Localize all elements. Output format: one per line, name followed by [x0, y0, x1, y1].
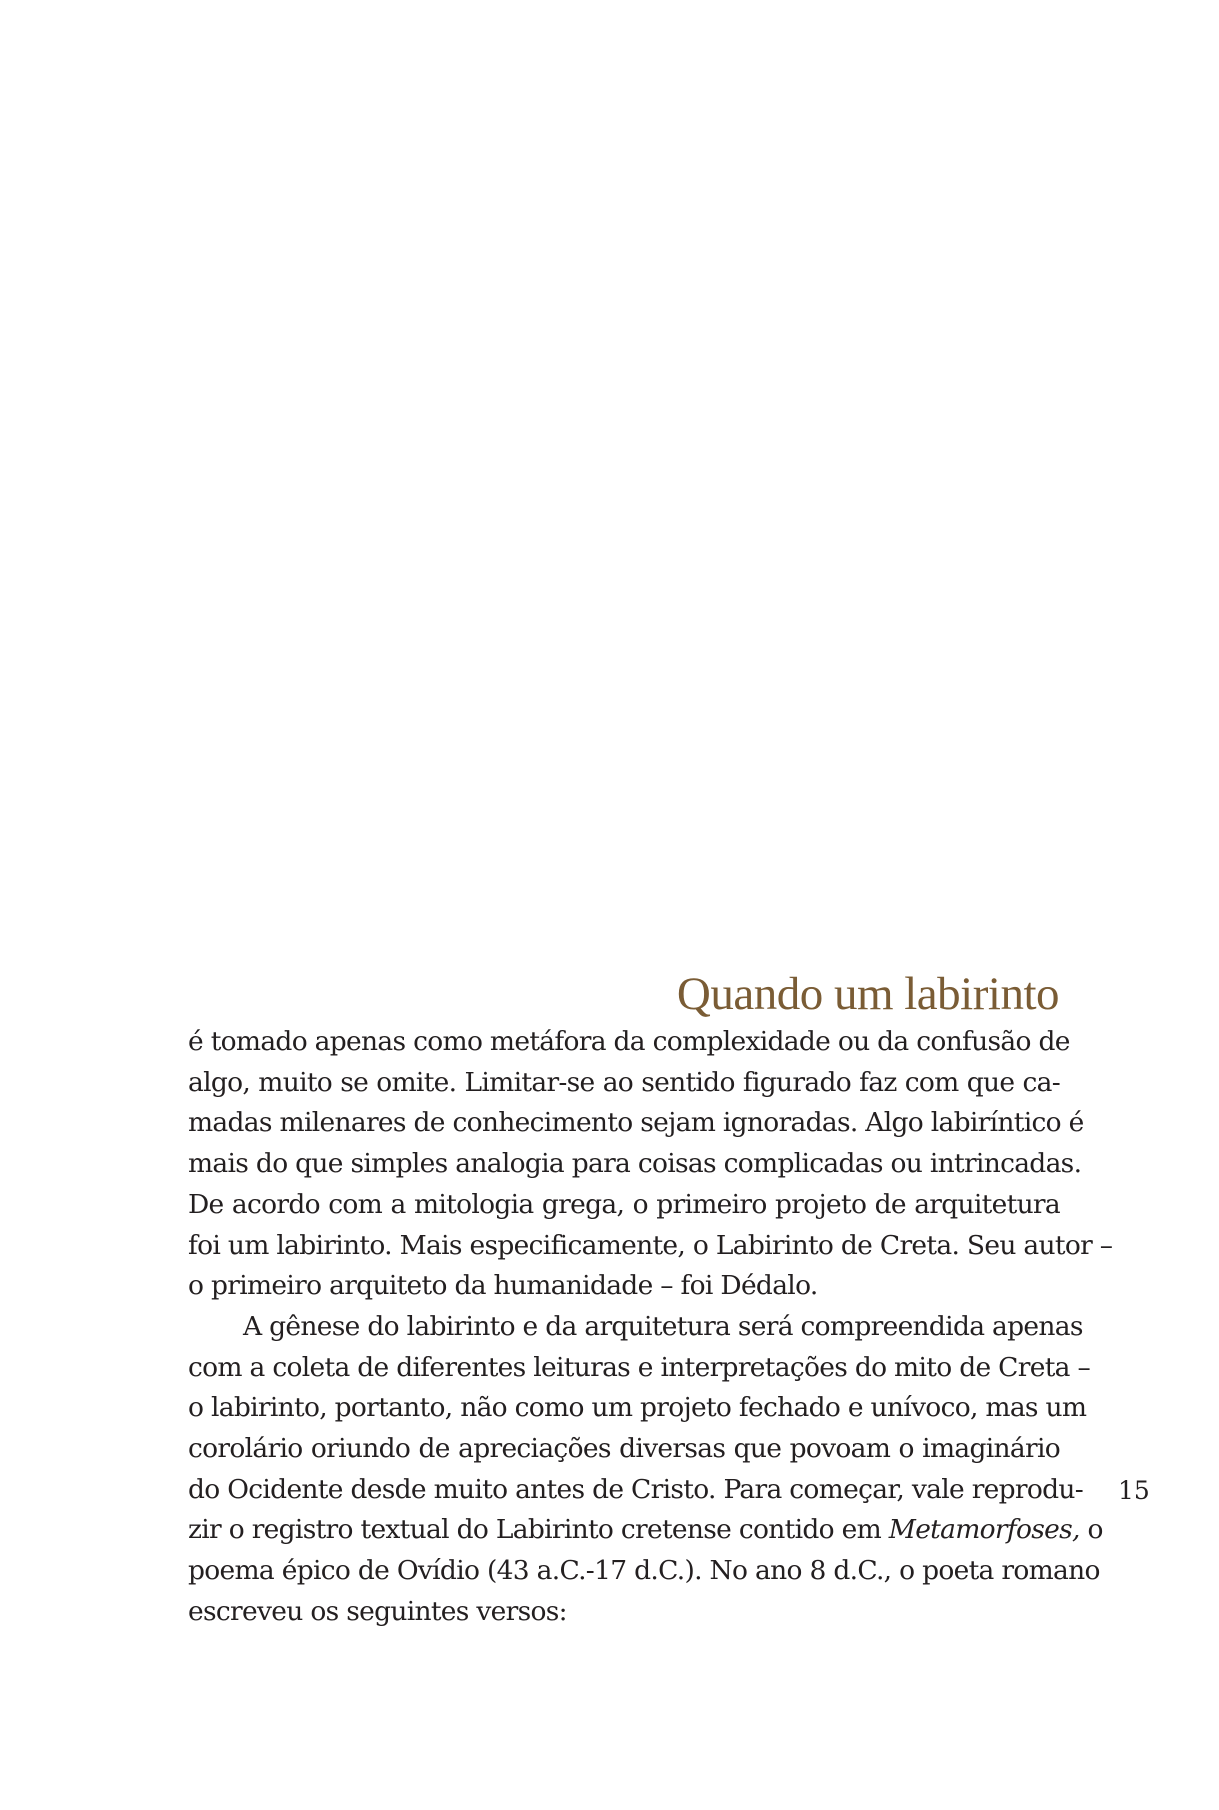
text-line: é tomado apenas como metáfora da complexidade ou da confusão de	[188, 1026, 1070, 1057]
book-title: Metamorfoses,	[888, 1514, 1080, 1546]
text-line: madas milenares de conhecimento sejam ignoradas. Algo labiríntico é	[188, 1107, 1084, 1139]
text-line: mais do que simples analogia para coisas complicadas ou intrincadas.	[188, 1148, 1082, 1180]
paragraph-2	[188, 1307, 1103, 1633]
text-line: poema épico de Ovídio (43 a.C.-17 d.C.). No ano 8 d.C., o poeta romano	[188, 1555, 1100, 1587]
paragraph-1	[188, 1022, 1113, 1307]
text-line: escreveu os seguintes versos:	[188, 1595, 567, 1627]
body-text	[188, 1022, 1113, 1633]
text-segment: zir o registro textual do Labirinto cretense contido em	[188, 1514, 889, 1546]
text-line: com a coleta de diferentes leituras e interpretações do mito de Creta –	[188, 1351, 1091, 1383]
text-line: A gênese do labirinto e da arquitetura será compreendida apenas	[243, 1310, 1083, 1342]
text-line: De acordo com a mitologia grega, o primeiro projeto de arquitetura	[188, 1188, 1060, 1220]
text-line: algo, muito se omite. Limitar-se ao sentido figurado faz com que ca-	[188, 1066, 1060, 1098]
text-line	[188, 1510, 1103, 1551]
text-line: foi um labirinto. Mais especificamente, o Labirinto de Creta. Seu autor –	[188, 1229, 1113, 1261]
text-line: o labirinto, portanto, não como um projeto fechado e unívoco, mas um	[188, 1392, 1087, 1424]
chapter-heading: Quando um labirinto	[676, 968, 1059, 1020]
page-number: 15	[1118, 1476, 1150, 1505]
text-line: corolário oriundo de apreciações diversas que povoam o imaginário	[188, 1433, 1060, 1465]
text-segment: o	[1079, 1514, 1103, 1546]
text-line: do Ocidente desde muito antes de Cristo. Para começar, vale reprodu-	[188, 1473, 1084, 1505]
text-line: o primeiro arquiteto da humanidade – foi Dédalo.	[188, 1270, 818, 1302]
